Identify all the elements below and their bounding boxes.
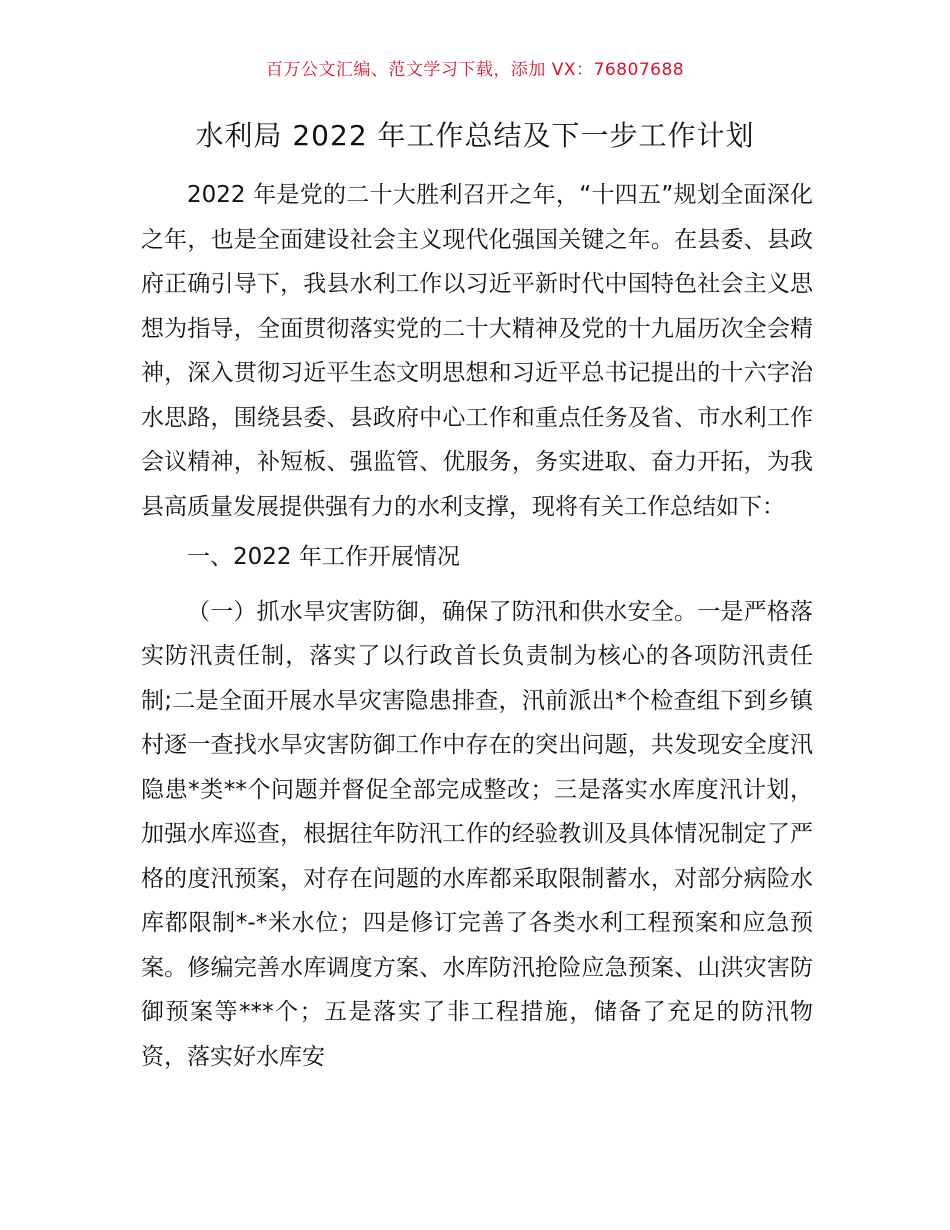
paragraph-flood-defense: （一）抓水旱灾害防御，确保了防汛和供水安全。一是严格落实防汛责任制，落实了以行政首长负责制为核心的各项防汛责任制;二是全面开展水旱灾害隐患排查，汛前派出*个检查组下到乡镇村逐一查找水旱灾害防御工作中存在的突出问题，共发现安全度汛隐患*类**个问题并督促全部完成整改；三是落实水库度汛计划，加强水库巡查，根据往年防汛工作的经验教训及具体情况制定了严格的度汛预案，对存在问题的水库都采取限制蓄水，对部分病险水库都限制*-*米水位；四是修订完善了各类水利工程预案和应急预案。修编完善水库调度方案、水库防汛抢险应急预案、山洪灾害防御预案等***个；五是落实了非工程措施，储备了充足的防汛物资，落实好水库安 <box>141 598 813 1070</box>
paragraph-intro: 2022 年是党的二十大胜利召开之年，“十四五”规划全面深化之年，也是全面建设社会主义现代化强国关键之年。在县委、县政府正确引导下，我县水利工作以习近平新时代中国特色社会主义思想为指导，全面贯彻落实党的二十大精神及党的十九届历次全会精神，深入贯彻习近平生态文明思想和习近平总书记提出的十六字治水思路，围绕县委、县政府中心工作和重点任务及省、市水利工作会议精神，补短板、强监管、优服务，务实进取、奋力开拓，为我县高质量发展提供强有力的水利支撑，现将有关工作总结如下： <box>141 182 813 520</box>
document-title: 水利局 2022 年工作总结及下一步工作计划 <box>195 119 755 152</box>
section-heading: 一、2022 年工作开展情况 <box>187 544 460 570</box>
watermark-text: 百万公文汇编、范文学习下载，添加 VX：76807688 <box>265 60 685 80</box>
document-body <box>141 173 813 1079</box>
